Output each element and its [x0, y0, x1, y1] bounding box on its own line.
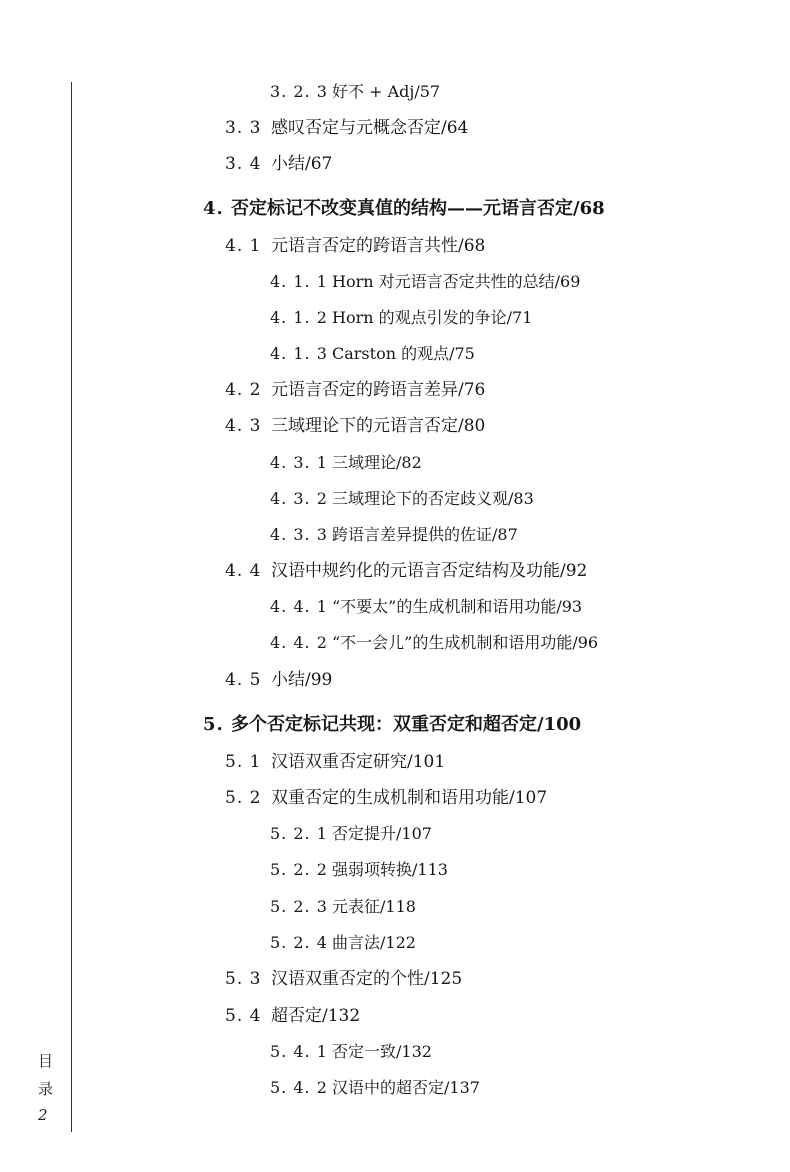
entry-title: 曲言法/122 [332, 933, 416, 952]
toc-entry-4-4[interactable] [225, 563, 587, 580]
entry-number: 4. 5 [225, 670, 262, 690]
entry-title: 小结/67 [271, 154, 333, 174]
entry-number: 5. 2. 1 [270, 824, 328, 843]
entry-number: 5. 1 [225, 752, 262, 772]
entry-title: 感叹否定与元概念否定/64 [271, 118, 469, 138]
entry-title: 元语言否定的跨语言差异/76 [271, 380, 486, 400]
toc-entry-5-2-1[interactable] [270, 826, 432, 842]
toc-entry-4-3-2[interactable] [270, 491, 534, 507]
toc-chapter-4[interactable] [203, 200, 605, 218]
toc-entry-4-3-3[interactable] [270, 527, 518, 543]
entry-number: 4. 3. 3 [270, 525, 328, 544]
entry-title: 汉语中的超否定/137 [332, 1078, 480, 1097]
entry-title: 否定一致/132 [332, 1042, 432, 1061]
entry-number: 5. 3 [225, 969, 262, 989]
entry-number: 4. 1. 2 [270, 308, 328, 327]
entry-title: 三域理论/82 [332, 453, 422, 472]
toc-entry-5-4-1[interactable] [270, 1044, 432, 1060]
toc-entry-5-4-2[interactable] [270, 1080, 480, 1096]
toc-entry-4-3-1[interactable] [270, 455, 422, 471]
entry-number: 4. 1. 3 [270, 344, 328, 363]
chapter-number: 5. [203, 714, 224, 735]
entry-number: 5. 2. 4 [270, 933, 328, 952]
toc-entry-5-2[interactable] [225, 790, 547, 807]
entry-title: 强弱项转换/113 [332, 860, 448, 879]
side-label-mu: 目 [38, 1052, 54, 1070]
toc-entry-4-1-3[interactable] [270, 346, 475, 362]
toc-entry-5-2-4[interactable] [270, 935, 416, 951]
toc-entry-4-5[interactable] [225, 672, 332, 689]
entry-title: 三域理论下的元语言否定/80 [271, 416, 486, 436]
entry-number: 5. 4. 2 [270, 1078, 328, 1097]
chapter-number: 4. [203, 198, 224, 219]
entry-title: 元语言否定的跨语言共性/68 [271, 236, 486, 256]
toc-entry-4-4-2[interactable] [270, 635, 598, 651]
entry-title: Horn 的观点引发的争论/71 [332, 308, 533, 327]
page-number: 2 [38, 1106, 48, 1124]
toc-entry-4-2[interactable] [225, 382, 485, 399]
side-label-lu: 录 [38, 1080, 54, 1098]
entry-title: 跨语言差异提供的佐证/87 [332, 525, 518, 544]
entry-title: 元表征/118 [332, 897, 416, 916]
entry-title: 双重否定的生成机制和语用功能/107 [271, 788, 548, 808]
entry-number: 4. 4. 1 [270, 597, 328, 616]
toc-chapter-5[interactable] [203, 716, 581, 734]
toc-entry-5-1[interactable] [225, 754, 445, 771]
toc-entry-3-2-3[interactable] [270, 84, 440, 100]
entry-number: 4. 1. 1 [270, 272, 328, 291]
entry-number: 5. 4 [225, 1006, 262, 1026]
entry-number: 4. 3 [225, 416, 262, 436]
entry-title: “不一会儿”的生成机制和语用功能/96 [332, 633, 599, 652]
toc-entry-4-3[interactable] [225, 418, 485, 435]
entry-title: 三域理论下的否定歧义观/83 [332, 489, 534, 508]
chapter-title: 否定标记不改变真值的结构——元语言否定/68 [231, 198, 605, 219]
entry-title: “不要太”的生成机制和语用功能/93 [332, 597, 583, 616]
toc-entry-4-1-1[interactable] [270, 274, 580, 290]
toc-entry-4-4-1[interactable] [270, 599, 582, 615]
entry-title: 汉语双重否定的个性/125 [271, 969, 463, 989]
entry-number: 4. 3. 1 [270, 453, 328, 472]
entry-number: 3. 4 [225, 154, 262, 174]
entry-title: 汉语中规约化的元语言否定结构及功能/92 [271, 561, 588, 581]
entry-number: 5. 4. 1 [270, 1042, 328, 1061]
toc-entry-5-2-2[interactable] [270, 862, 448, 878]
toc-entry-5-3[interactable] [225, 971, 462, 988]
entry-title: 小结/99 [271, 670, 333, 690]
margin-rule [71, 82, 72, 1132]
entry-number: 3. 3 [225, 118, 262, 138]
entry-number: 5. 2. 3 [270, 897, 328, 916]
entry-title: 否定提升/107 [332, 824, 432, 843]
entry-title: 好不 + Adj/57 [332, 82, 441, 101]
entry-number: 3. 2. 3 [270, 82, 328, 101]
entry-number: 4. 2 [225, 380, 262, 400]
entry-number: 4. 4 [225, 561, 262, 581]
toc-entry-4-1-2[interactable] [270, 310, 532, 326]
chapter-title: 多个否定标记共现：双重否定和超否定/100 [231, 714, 582, 735]
entry-title: Horn 对元语言否定共性的总结/69 [332, 272, 581, 291]
entry-title: 超否定/132 [271, 1006, 361, 1026]
entry-title: Carston 的观点/75 [332, 344, 475, 363]
toc-entry-3-3[interactable] [225, 120, 468, 137]
entry-number: 5. 2. 2 [270, 860, 328, 879]
toc-entry-4-1[interactable] [225, 238, 485, 255]
entry-number: 4. 1 [225, 236, 262, 256]
toc-entry-5-2-3[interactable] [270, 899, 416, 915]
entry-number: 4. 4. 2 [270, 633, 328, 652]
toc-entry-3-4[interactable] [225, 156, 332, 173]
entry-title: 汉语双重否定研究/101 [271, 752, 446, 772]
entry-number: 4. 3. 2 [270, 489, 328, 508]
entry-number: 5. 2 [225, 788, 262, 808]
toc-entry-5-4[interactable] [225, 1008, 360, 1025]
